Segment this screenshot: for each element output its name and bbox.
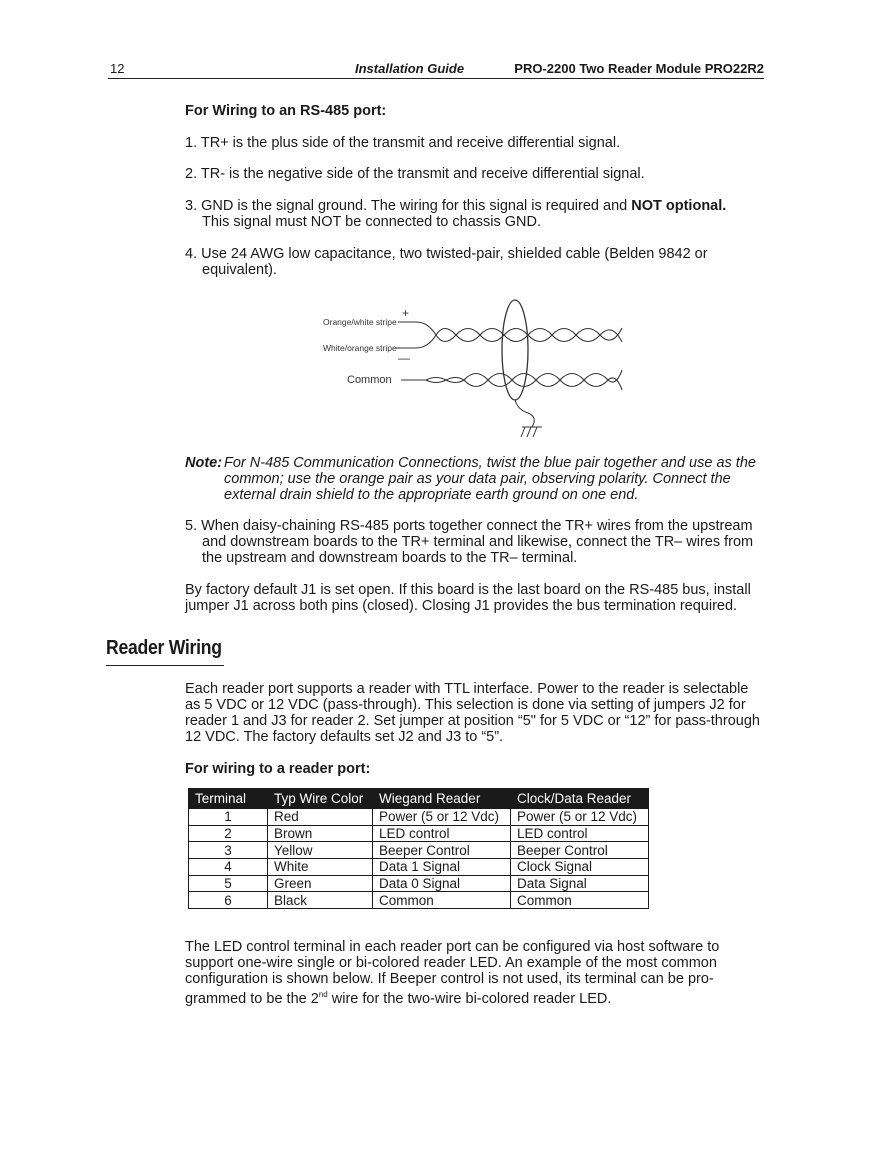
label-white-orange: White/orange stripe [323, 343, 397, 353]
rs485-item-5 [185, 518, 765, 566]
cell-wiegand: Data 0 Signal [373, 875, 511, 892]
cell-wire-color: Black [268, 892, 373, 909]
note-text [224, 455, 764, 503]
cell-wire-color: Brown [268, 825, 373, 842]
led-line-4 [185, 987, 765, 1007]
note-line-2: common; use the orange pair as your data pair, observing polarity. Connect the [224, 471, 731, 487]
cell-clock-data: Beeper Control [511, 842, 649, 859]
plus-sign: + [402, 306, 410, 320]
section-title-reader-wiring: Reader Wiring [106, 637, 222, 659]
cell-wiegand: LED control [373, 825, 511, 842]
reader-p1-line-3: reader 1 and J3 for reader 2. Set jumper at position “5" for 5 VDC or “12” for pass-through [185, 713, 760, 729]
item5-line-2: and downstream boards to the TR+ terminal and likewise, connect the TR– wires from [202, 534, 754, 550]
product-title: PRO-2200 Two Reader Module PRO22R2 [514, 61, 764, 76]
factory-line-2: jumper J1 across both pins (closed). Closing J1 provides the bus termination required. [185, 598, 738, 614]
cell-terminal: 5 [189, 875, 268, 892]
cell-clock-data: LED control [511, 825, 649, 842]
cell-wire-color: Green [268, 875, 373, 892]
shield-ellipse [502, 300, 528, 400]
cell-wiegand: Data 1 Signal [373, 859, 511, 876]
note-line-3: external drain shield to the appropriate earth ground on one end. [224, 487, 639, 503]
rs485-item-2: 2. TR- is the negative side of the transmit and receive differential signal. [185, 166, 645, 182]
led-control-paragraph [185, 939, 765, 1007]
table-row [189, 892, 649, 909]
top-wire-a [416, 322, 622, 342]
cell-terminal: 4 [189, 859, 268, 876]
top-wire-b [416, 328, 622, 348]
col-header-wire-color: Typ Wire Color [268, 789, 373, 809]
item5-line-1: 5. When daisy-chaining RS-485 ports together connect the TR+ wires from the upstream [185, 518, 753, 534]
reader-table-heading: For wiring to a reader port: [185, 761, 371, 777]
twisted-pair-diagram [318, 295, 628, 445]
page-number: 12 [110, 61, 125, 76]
cell-wire-color: White [268, 859, 373, 876]
rs485-item-3-text: 3. GND is the signal ground. The wiring for this signal is required and [185, 198, 632, 214]
label-common: Common [347, 374, 392, 386]
reader-wiring-table [188, 788, 649, 909]
earth-ground-icon [521, 427, 542, 437]
drain-wire [515, 400, 534, 427]
note-line-1: For N-485 Communication Connections, twist the blue pair together and use as the [224, 455, 756, 471]
rs485-item-3 [185, 198, 765, 230]
table-row [189, 825, 649, 842]
col-header-terminal: Terminal [189, 789, 268, 809]
cell-wiegand: Common [373, 892, 511, 909]
cell-terminal: 2 [189, 825, 268, 842]
table-row [189, 875, 649, 892]
rs485-item-4-cont: equivalent). [202, 262, 277, 278]
reader-p1-line-4: 12 VDC. The factory defaults set J2 and J3 to “5”. [185, 729, 504, 745]
cell-wiegand: Beeper Control [373, 842, 511, 859]
rs485-item-4-text: 4. Use 24 AWG low capacitance, two twisted-pair, shielded cable (Belden 9842 or [185, 246, 708, 262]
led-line-1: The LED control terminal in each reader port can be configured via host software to [185, 939, 720, 955]
led-line-4-b: wire for the two-wire bi-colored reader LED. [327, 990, 612, 1007]
label-orange-white: Orange/white stripe [323, 317, 397, 327]
section-title-underline [106, 665, 224, 666]
item5-line-3: the upstream and downstream boards to the TR– terminal. [202, 550, 578, 566]
col-header-wiegand: Wiegand Reader [373, 789, 511, 809]
table-header-row [189, 789, 649, 809]
page-header [108, 60, 764, 79]
cell-wire-color: Red [268, 809, 373, 826]
led-line-2: support one-wire single or bi-colored reader LED. An example of the most common [185, 955, 717, 971]
note-label: Note: [185, 455, 223, 471]
rs485-item-3-cont: This signal must NOT be connected to chassis GND. [202, 214, 542, 230]
factory-line-1: By factory default J1 is set open. If this board is the last board on the RS-485 bus, install [185, 582, 751, 598]
led-line-4-sup: nd [318, 990, 328, 999]
factory-default-paragraph [185, 582, 765, 614]
cell-wiegand: Power (5 or 12 Vdc) [373, 809, 511, 826]
table-row [189, 809, 649, 826]
cell-wire-color: Yellow [268, 842, 373, 859]
cell-terminal: 1 [189, 809, 268, 826]
led-line-4-a: grammed to be the 2 [185, 990, 319, 1007]
rs485-item-3-emphasis: NOT optional. [631, 198, 727, 214]
guide-title: Installation Guide [355, 61, 465, 76]
cell-terminal: 6 [189, 892, 268, 909]
rs485-item-1: 1. TR+ is the plus side of the transmit and receive differential signal. [185, 135, 621, 151]
col-header-clock-data: Clock/Data Reader [511, 789, 649, 809]
reader-p1-line-2: as 5 VDC or 12 VDC (pass-through). This selection is done via setting of jumpers J2 for [185, 697, 746, 713]
rs485-item-4 [185, 246, 765, 278]
cell-clock-data: Power (5 or 12 Vdc) [511, 809, 649, 826]
cell-clock-data: Data Signal [511, 875, 649, 892]
minus-sign: — [398, 351, 410, 365]
reader-p1-line-1: Each reader port supports a reader with TTL interface. Power to the reader is selectable [185, 681, 749, 697]
table-row [189, 842, 649, 859]
cell-terminal: 3 [189, 842, 268, 859]
cell-clock-data: Common [511, 892, 649, 909]
cell-clock-data: Clock Signal [511, 859, 649, 876]
rs485-heading: For Wiring to an RS-485 port: [185, 103, 387, 119]
led-line-3: configuration is shown below. If Beeper control is not used, its terminal can be pro- [185, 971, 714, 987]
table-row [189, 859, 649, 876]
reader-intro-paragraph [185, 681, 765, 745]
